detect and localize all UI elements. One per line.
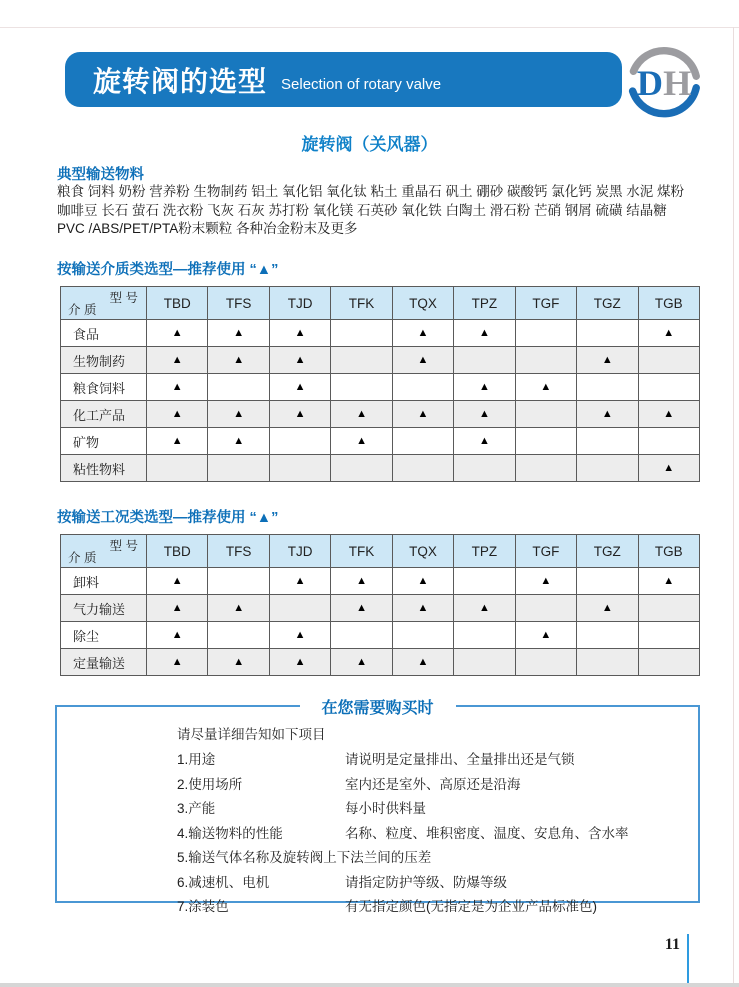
empty-cell bbox=[454, 649, 515, 676]
purchase-item bbox=[177, 874, 686, 891]
recommend-mark: ▲ bbox=[208, 347, 269, 374]
recommend-mark: ▲ bbox=[331, 649, 392, 676]
recommend-mark: ▲ bbox=[269, 568, 330, 595]
empty-cell bbox=[515, 320, 576, 347]
materials-heading: 典型输送物料 bbox=[57, 167, 144, 183]
column-header: TBD bbox=[147, 287, 208, 320]
recommend-mark: ▲ bbox=[515, 374, 576, 401]
recommend-mark: ▲ bbox=[331, 428, 392, 455]
empty-cell bbox=[638, 622, 700, 649]
corner-label-medium: 介 质 bbox=[68, 551, 97, 565]
purchase-item-desc: 有无指定颜色(无指定是为企业产品标准色) bbox=[345, 899, 597, 914]
table-row bbox=[61, 649, 700, 676]
empty-cell bbox=[454, 622, 515, 649]
column-header: TFK bbox=[331, 535, 392, 568]
empty-cell bbox=[208, 622, 269, 649]
corner-label-model: 型 号 bbox=[109, 539, 138, 553]
table-row bbox=[61, 347, 700, 374]
recommend-mark: ▲ bbox=[454, 595, 515, 622]
recommend-mark: ▲ bbox=[392, 320, 453, 347]
recommend-mark: ▲ bbox=[577, 401, 638, 428]
empty-cell bbox=[577, 622, 638, 649]
column-header: TFS bbox=[208, 287, 269, 320]
row-label: 定量输送 bbox=[61, 649, 147, 676]
row-label: 化工产品 bbox=[61, 401, 147, 428]
purchase-item-desc: 每小时供料量 bbox=[345, 801, 426, 816]
empty-cell bbox=[331, 374, 392, 401]
recommend-mark: ▲ bbox=[638, 455, 700, 482]
recommend-mark: ▲ bbox=[208, 428, 269, 455]
recommend-mark: ▲ bbox=[147, 595, 208, 622]
selection-table bbox=[60, 534, 700, 676]
empty-cell bbox=[638, 649, 700, 676]
column-header: TJD bbox=[269, 287, 330, 320]
empty-cell bbox=[147, 455, 208, 482]
recommend-mark: ▲ bbox=[147, 320, 208, 347]
selection-table bbox=[60, 286, 700, 482]
dh-logo bbox=[622, 44, 706, 120]
column-header: TFK bbox=[331, 287, 392, 320]
column-header: TGF bbox=[515, 287, 576, 320]
row-label: 生物制药 bbox=[61, 347, 147, 374]
empty-cell bbox=[638, 347, 700, 374]
recommend-mark: ▲ bbox=[147, 347, 208, 374]
empty-cell bbox=[577, 455, 638, 482]
table1-heading: 按输送介质类选型—推荐使用 “▲” bbox=[57, 262, 279, 278]
recommend-mark: ▲ bbox=[454, 401, 515, 428]
table-row bbox=[61, 428, 700, 455]
media-selection-table-wrap bbox=[60, 286, 700, 482]
recommend-mark: ▲ bbox=[208, 401, 269, 428]
column-header: TJD bbox=[269, 535, 330, 568]
row-label: 粘性物料 bbox=[61, 455, 147, 482]
row-label: 粮食饲料 bbox=[61, 374, 147, 401]
empty-cell bbox=[392, 455, 453, 482]
empty-cell bbox=[331, 320, 392, 347]
empty-cell bbox=[577, 649, 638, 676]
purchase-item-list bbox=[177, 751, 686, 915]
page-edge-right bbox=[733, 27, 734, 984]
row-label: 除尘 bbox=[61, 622, 147, 649]
recommend-mark: ▲ bbox=[515, 622, 576, 649]
recommend-mark: ▲ bbox=[331, 595, 392, 622]
purchase-item-label: 3.产能 bbox=[177, 801, 216, 816]
purchase-item-label: 2.使用场所 bbox=[177, 776, 243, 792]
recommend-mark: ▲ bbox=[208, 595, 269, 622]
column-header: TPZ bbox=[454, 287, 515, 320]
empty-cell bbox=[515, 428, 576, 455]
header-row bbox=[61, 287, 700, 320]
purchase-item-label: 4.输送物料的性能 bbox=[177, 825, 283, 841]
purchase-box-content bbox=[177, 723, 686, 923]
empty-cell bbox=[269, 455, 330, 482]
recommend-mark: ▲ bbox=[392, 595, 453, 622]
column-header: TGF bbox=[515, 535, 576, 568]
empty-cell bbox=[454, 568, 515, 595]
recommend-mark: ▲ bbox=[147, 428, 208, 455]
empty-cell bbox=[331, 347, 392, 374]
purchase-item-desc: 请指定防护等级、防爆等级 bbox=[345, 874, 507, 890]
empty-cell bbox=[392, 428, 453, 455]
empty-cell bbox=[269, 595, 330, 622]
empty-cell bbox=[331, 455, 392, 482]
table2-heading: 按输送工况类选型—推荐使用 “▲” bbox=[57, 510, 279, 526]
purchase-item bbox=[177, 898, 686, 915]
recommend-mark: ▲ bbox=[331, 568, 392, 595]
column-header: TFS bbox=[208, 535, 269, 568]
recommend-mark: ▲ bbox=[269, 347, 330, 374]
table-row bbox=[61, 455, 700, 482]
purchase-item-label: 6.减速机、电机 bbox=[177, 874, 270, 890]
row-label: 矿物 bbox=[61, 428, 147, 455]
recommend-mark: ▲ bbox=[454, 374, 515, 401]
empty-cell bbox=[392, 374, 453, 401]
empty-cell bbox=[392, 622, 453, 649]
recommend-mark: ▲ bbox=[638, 320, 700, 347]
column-header: TQX bbox=[392, 287, 453, 320]
table-row bbox=[61, 568, 700, 595]
empty-cell bbox=[577, 374, 638, 401]
recommend-mark: ▲ bbox=[392, 401, 453, 428]
empty-cell bbox=[577, 568, 638, 595]
condition-selection-table-wrap bbox=[60, 534, 700, 676]
table-row bbox=[61, 320, 700, 347]
page-number-rule bbox=[687, 934, 689, 983]
purchase-item-desc: 室内还是室外、高原还是沿海 bbox=[345, 776, 521, 792]
recommend-mark: ▲ bbox=[269, 320, 330, 347]
empty-cell bbox=[515, 347, 576, 374]
row-label: 食品 bbox=[61, 320, 147, 347]
column-header: TPZ bbox=[454, 535, 515, 568]
banner-title-en: Selection of rotary valve bbox=[281, 76, 442, 93]
logo-letter-h: H bbox=[663, 63, 692, 104]
purchase-item-label: 5.输送气体名称及旋转阀上下法兰间的压差 bbox=[177, 850, 432, 865]
recommend-mark: ▲ bbox=[147, 622, 208, 649]
empty-cell bbox=[515, 595, 576, 622]
recommend-mark: ▲ bbox=[577, 595, 638, 622]
recommend-mark: ▲ bbox=[147, 401, 208, 428]
column-header: TGZ bbox=[577, 287, 638, 320]
empty-cell bbox=[208, 568, 269, 595]
recommend-mark: ▲ bbox=[331, 401, 392, 428]
row-label: 气力输送 bbox=[61, 595, 147, 622]
row-label: 卸料 bbox=[61, 568, 147, 595]
table-row bbox=[61, 622, 700, 649]
empty-cell bbox=[454, 455, 515, 482]
purchase-item bbox=[177, 776, 686, 793]
empty-cell bbox=[269, 428, 330, 455]
corner-header bbox=[61, 287, 147, 320]
corner-label-model: 型 号 bbox=[109, 291, 138, 305]
recommend-mark: ▲ bbox=[147, 649, 208, 676]
recommend-mark: ▲ bbox=[392, 649, 453, 676]
purchase-item-desc: 请说明是定量排出、全量排出还是气锁 bbox=[345, 752, 575, 767]
page-title: 旋转阀（关风器） bbox=[301, 135, 438, 154]
purchase-item bbox=[177, 800, 686, 817]
recommend-mark: ▲ bbox=[147, 374, 208, 401]
purchase-box-title: 在您需要购买时 bbox=[299, 695, 455, 718]
recommend-mark: ▲ bbox=[208, 649, 269, 676]
empty-cell bbox=[515, 401, 576, 428]
banner-title-zh: 旋转阀的选型 bbox=[93, 65, 268, 97]
recommend-mark: ▲ bbox=[269, 374, 330, 401]
purchase-item bbox=[177, 751, 686, 768]
recommend-mark: ▲ bbox=[454, 428, 515, 455]
recommend-mark: ▲ bbox=[454, 320, 515, 347]
empty-cell bbox=[577, 320, 638, 347]
column-header: TQX bbox=[392, 535, 453, 568]
logo-letter-d: D bbox=[636, 63, 663, 104]
recommend-mark: ▲ bbox=[269, 622, 330, 649]
purchase-info-box bbox=[55, 700, 700, 914]
empty-cell bbox=[454, 347, 515, 374]
column-header: TBD bbox=[147, 535, 208, 568]
dh-logo-icon bbox=[622, 44, 706, 120]
empty-cell bbox=[638, 595, 700, 622]
empty-cell bbox=[208, 455, 269, 482]
recommend-mark: ▲ bbox=[392, 568, 453, 595]
empty-cell bbox=[331, 622, 392, 649]
recommend-mark: ▲ bbox=[577, 347, 638, 374]
recommend-mark: ▲ bbox=[147, 568, 208, 595]
corner-label-medium: 介 质 bbox=[68, 303, 97, 317]
purchase-intro: 请尽量详细告知如下项目 bbox=[177, 727, 326, 742]
corner-header bbox=[61, 535, 147, 568]
recommend-mark: ▲ bbox=[269, 401, 330, 428]
table-row bbox=[61, 401, 700, 428]
empty-cell bbox=[515, 455, 576, 482]
empty-cell bbox=[638, 428, 700, 455]
purchase-item bbox=[177, 825, 686, 842]
recommend-mark: ▲ bbox=[392, 347, 453, 374]
empty-cell bbox=[208, 374, 269, 401]
purchase-item-desc: 名称、粒度、堆积密度、温度、安息角、含水率 bbox=[345, 825, 629, 841]
header-row bbox=[61, 535, 700, 568]
column-header: TGB bbox=[638, 287, 700, 320]
recommend-mark: ▲ bbox=[208, 320, 269, 347]
page-edge-top bbox=[0, 27, 739, 28]
recommend-mark: ▲ bbox=[638, 401, 700, 428]
table-row bbox=[61, 374, 700, 401]
page-number: 11 bbox=[664, 936, 680, 953]
purchase-item-label: 7.涂装色 bbox=[177, 899, 229, 914]
column-header: TGB bbox=[638, 535, 700, 568]
purchase-item bbox=[177, 849, 686, 866]
recommend-mark: ▲ bbox=[638, 568, 700, 595]
empty-cell bbox=[515, 649, 576, 676]
table-row bbox=[61, 595, 700, 622]
materials-text: 粮食 饲料 奶粉 营养粉 生物制药 铝土 氧化铝 氧化钛 粘土 重晶石 矾土 硼砂 碳酸钙 氯化钙 炭黑 水泥 煤粉 咖啡豆 长石 萤石 洗衣粉 飞灰 石灰 苏打粉 氧化镁 石英砂 氧化铁 白陶土 滑石粉 芒硝 钢屑 硫磺 结晶糖 PVC /ABS/PET/PTA粉末颗粒 各种冶金粉末及更多 bbox=[57, 184, 685, 236]
purchase-item-label: 1.用途 bbox=[177, 752, 216, 767]
page-edge-bottom bbox=[0, 983, 739, 987]
column-header: TGZ bbox=[577, 535, 638, 568]
recommend-mark: ▲ bbox=[269, 649, 330, 676]
empty-cell bbox=[577, 428, 638, 455]
empty-cell bbox=[638, 374, 700, 401]
header-banner bbox=[65, 52, 622, 107]
recommend-mark: ▲ bbox=[515, 568, 576, 595]
